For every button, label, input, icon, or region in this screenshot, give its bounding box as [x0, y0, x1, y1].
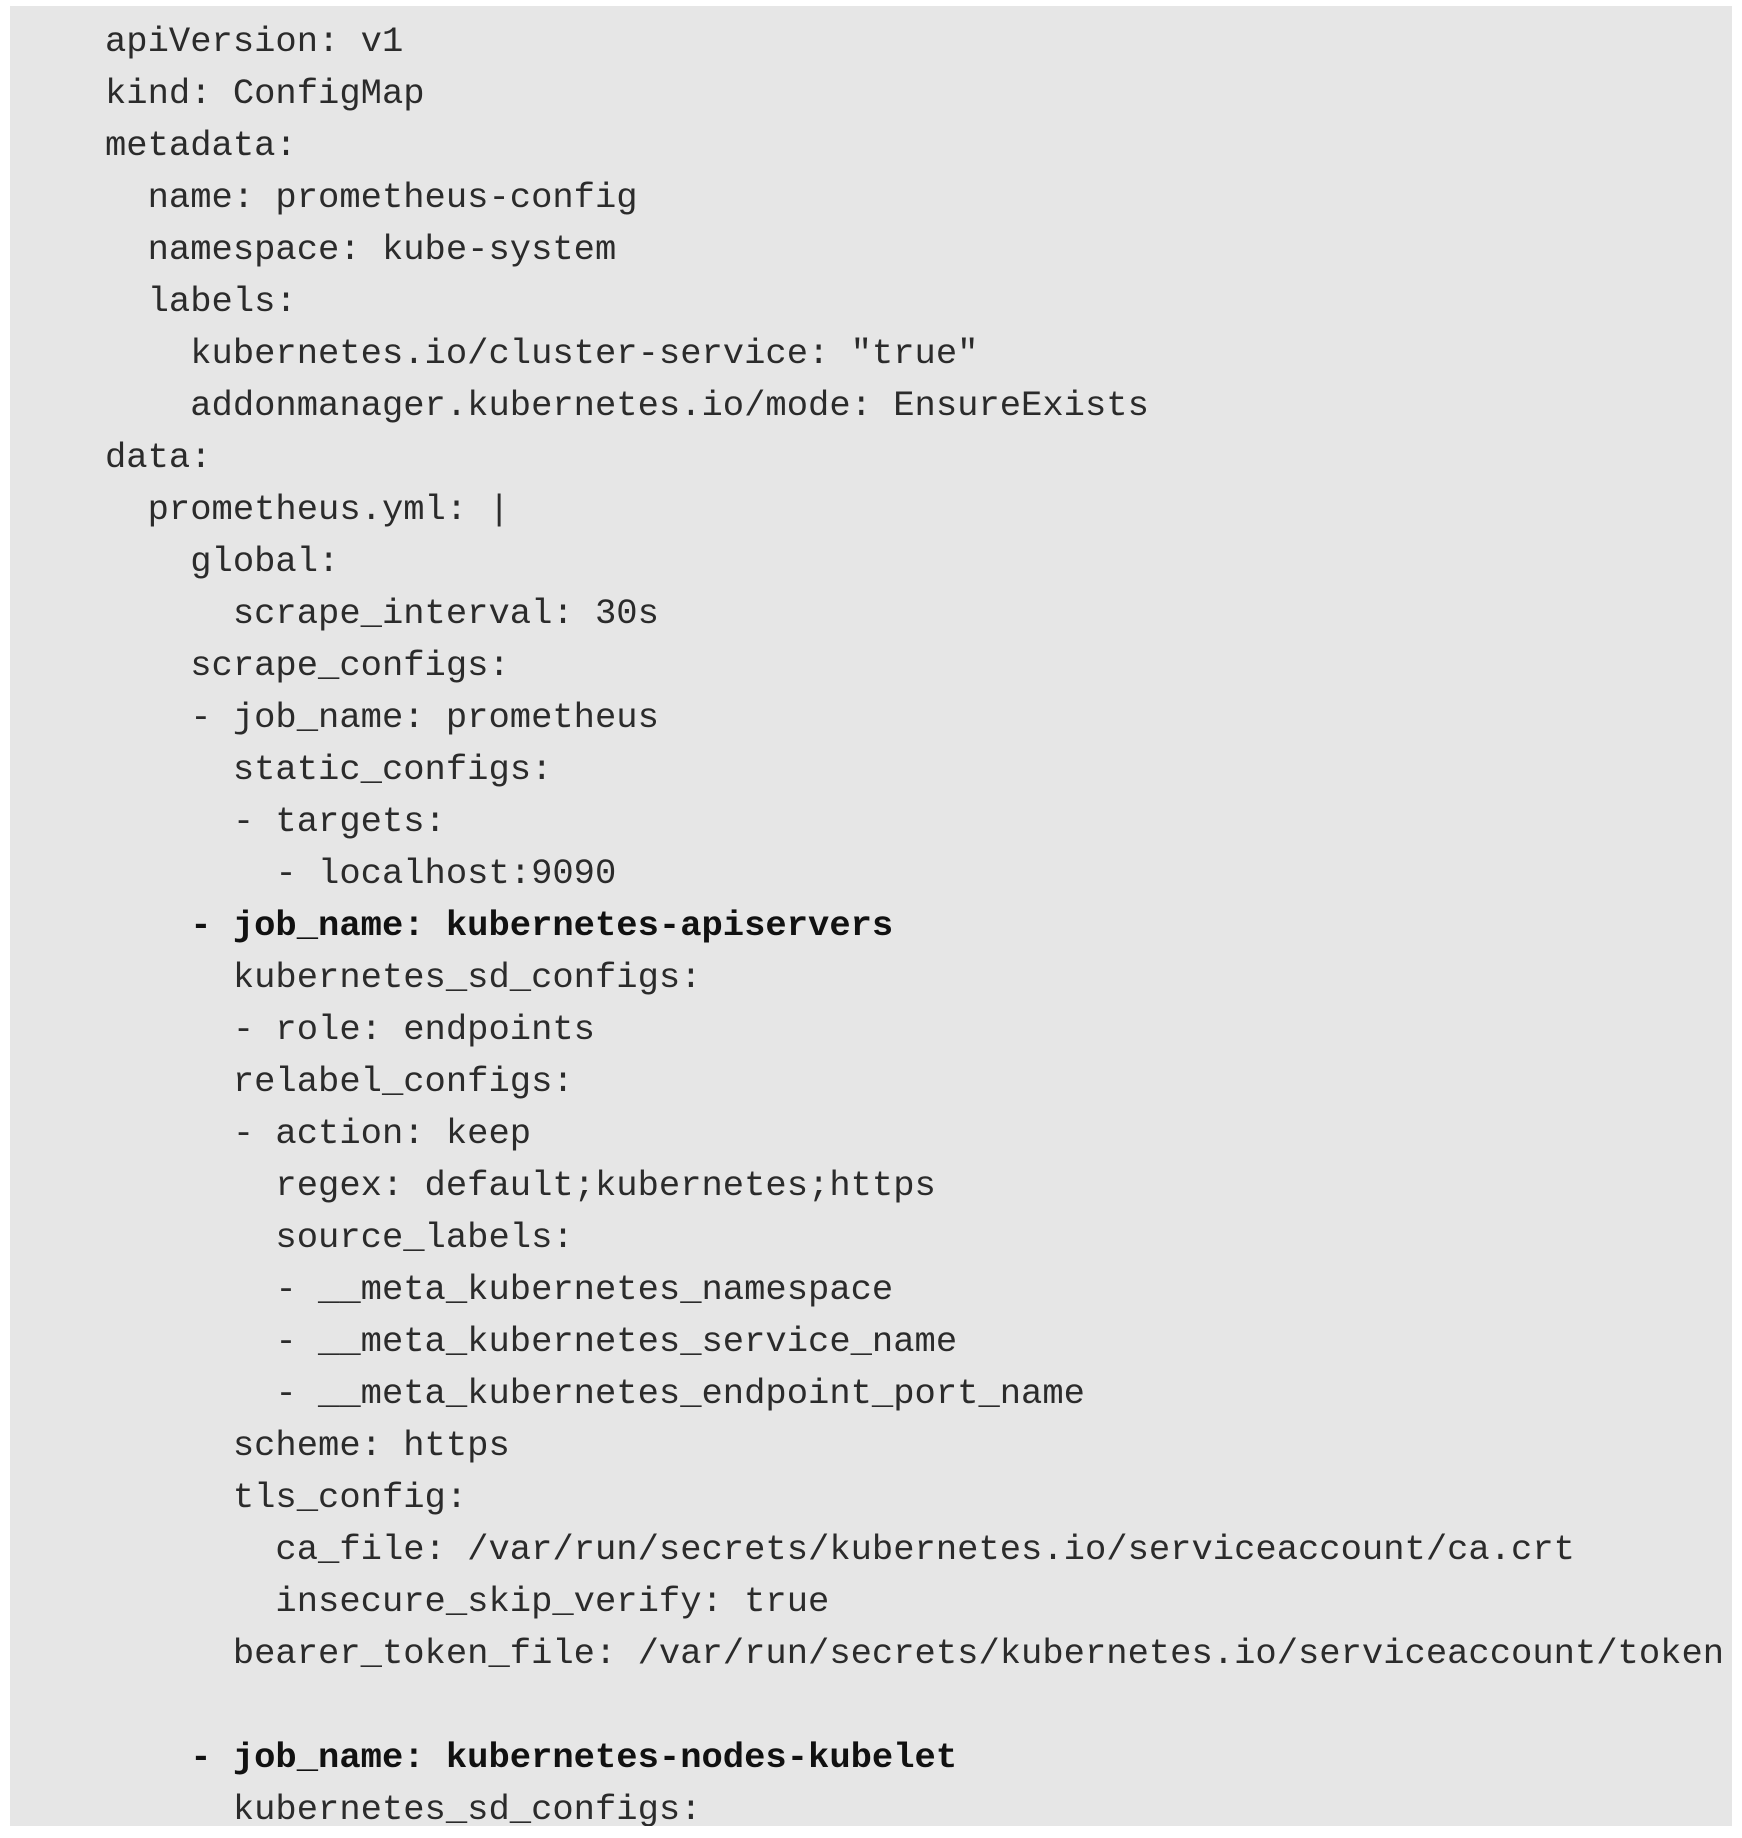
code-line: kubernetes_sd_configs:: [105, 957, 702, 998]
code-line: tls_config:: [105, 1477, 468, 1518]
code-line: relabel_configs:: [105, 1061, 574, 1102]
code-line: addonmanager.kubernetes.io/mode: EnsureExists: [105, 385, 1149, 426]
code-line: - action: keep: [105, 1113, 532, 1154]
code-line: - __meta_kubernetes_service_name: [105, 1321, 958, 1362]
code-line: global:: [105, 541, 340, 582]
code-line: scrape_interval: 30s: [105, 593, 659, 634]
code-line: - __meta_kubernetes_namespace: [105, 1269, 894, 1310]
code-line: kubernetes.io/cluster-service: "true": [105, 333, 979, 374]
code-line: apiVersion: v1: [105, 21, 404, 62]
code-line: - targets:: [105, 801, 446, 842]
code-line: kubernetes_sd_configs:: [105, 1789, 702, 1826]
code-line: source_labels:: [105, 1217, 574, 1258]
code-line: static_configs:: [105, 749, 553, 790]
code-line: [105, 1680, 1724, 1732]
code-line: scrape_configs:: [105, 645, 510, 686]
code-line: regex: default;kubernetes;https: [105, 1165, 936, 1206]
code-line-highlighted: - job_name: kubernetes-nodes-kubelet: [105, 1737, 958, 1778]
code-line: labels:: [105, 281, 297, 322]
code-line: insecure_skip_verify: true: [105, 1581, 830, 1622]
code-line: name: prometheus-config: [105, 177, 638, 218]
code-line: - role: endpoints: [105, 1009, 595, 1050]
code-line: - job_name: prometheus: [105, 697, 659, 738]
code-line: scheme: https: [105, 1425, 510, 1466]
code-line-highlighted: - job_name: kubernetes-apiservers: [105, 905, 894, 946]
code-line: kind: ConfigMap: [105, 73, 425, 114]
code-line: data:: [105, 437, 212, 478]
code-block: [10, 6, 1732, 1826]
code-line: - __meta_kubernetes_endpoint_port_name: [105, 1373, 1085, 1414]
code-line: bearer_token_file: /var/run/secrets/kubernetes.io/serviceaccount/token: [105, 1633, 1725, 1674]
code-line: - localhost:9090: [105, 853, 617, 894]
code-line: namespace: kube-system: [105, 229, 617, 270]
code-line: ca_file: /var/run/secrets/kubernetes.io/serviceaccount/ca.crt: [105, 1529, 1575, 1570]
code-line: prometheus.yml: |: [105, 489, 510, 530]
code-line: metadata:: [105, 125, 297, 166]
code-lines: [105, 16, 1724, 1826]
